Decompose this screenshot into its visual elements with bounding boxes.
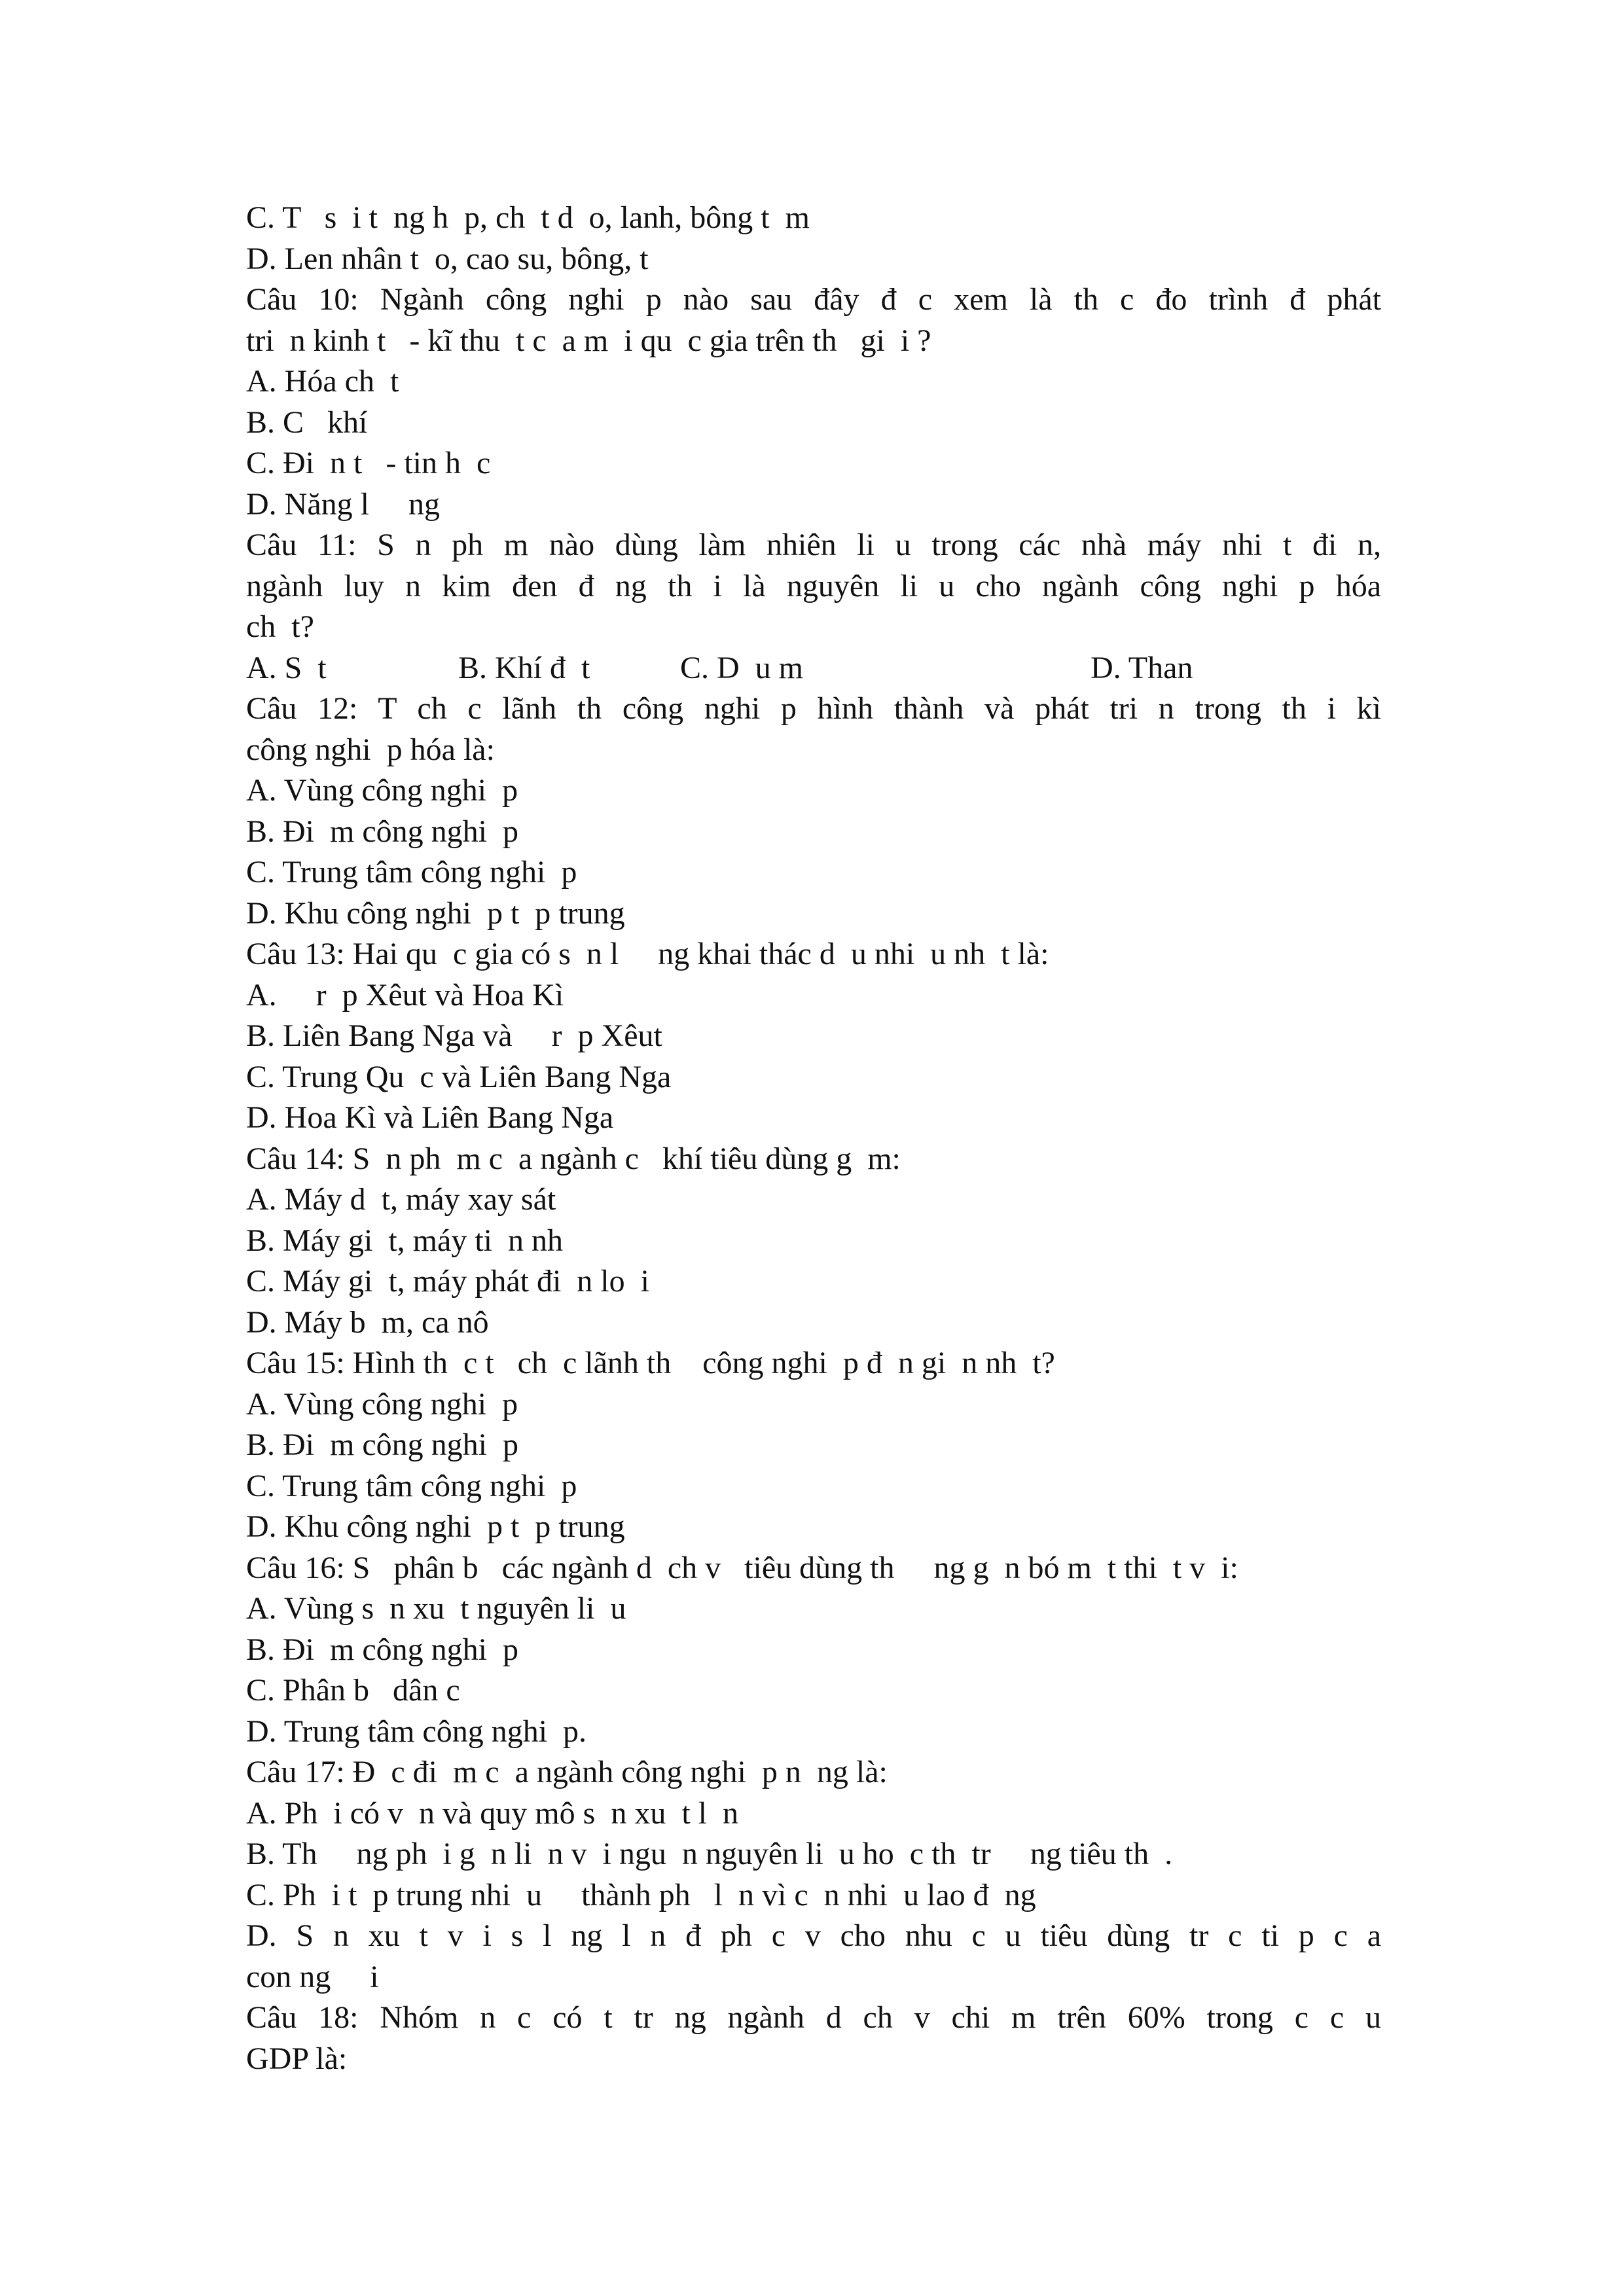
option-a: A. Ph i có v n và quy mô s n xu t l n (246, 1795, 738, 1831)
option-b: B. Đi m công nghi p (246, 1427, 518, 1462)
text-line: D. Len nhân t o, cao su, bông, t (246, 241, 649, 276)
option-c: C. Trung Qu c và Liên Bang Nga (246, 1059, 672, 1094)
option-c: C. D u m (680, 650, 804, 685)
option-a: A. r p Xêut và Hoa Kì (246, 977, 564, 1013)
question-11: Câu 11: S n ph m nào dùng làm nhiên li u trong các nhà máy nhi t đi n, (246, 528, 1381, 562)
question-16: Câu 16: S phân b các ngành d ch v tiêu dùng th ng g n bó m t thi t v i: (246, 1550, 1238, 1585)
option-a: A. Vùng công nghi p (246, 773, 518, 808)
text-line: công nghi p hóa là: (246, 732, 495, 767)
option-b: B. Liên Bang Nga và r p Xêut (246, 1018, 662, 1053)
option-b: B. Đi m công nghi p (246, 814, 518, 849)
question-18: Câu 18: Nhóm n c có t tr ng ngành d ch v chi m trên 60% trong c c u (246, 2000, 1381, 2035)
option-a: A. Vùng công nghi p (246, 1386, 518, 1422)
option-d: D. Khu công nghi p t p trung (246, 1509, 625, 1544)
text-line: tri n kinh t - kĩ thu t c a m i qu c gia trên th gi i ? (246, 323, 931, 358)
option-c: C. Trung tâm công nghi p (246, 1468, 577, 1503)
question-10: Câu 10: Ngành công nghi p nào sau đây đ c xem là th c đo trình đ phát (246, 282, 1381, 317)
question-13: Câu 13: Hai qu c gia có s n l ng khai thác d u nhi u nh t là: (246, 937, 1049, 971)
option-c: C. Đi n t - tin h c (246, 446, 491, 480)
option-b: B. C khí (246, 404, 368, 440)
question-12: Câu 12: T ch c lãnh th công nghi p hình thành và phát tri n trong th i kì (246, 691, 1381, 726)
option-b: B. Máy gi t, máy ti n nh (246, 1223, 563, 1258)
option-d: D. Than (1091, 650, 1193, 685)
document-page (246, 198, 1381, 2079)
option-a: A. Máy d t, máy xay sát (246, 1182, 556, 1217)
text-line: C. T s i t ng h p, ch t d o, lanh, bông t m (246, 200, 810, 235)
option-b: B. Đi m công nghi p (246, 1632, 518, 1667)
option-d: D. Năng l ng (246, 486, 440, 522)
text-line: ch t? (246, 609, 314, 644)
option-c: C. Ph i t p trung nhi u thành ph l n vì c n nhi u lao đ ng (246, 1877, 1036, 1912)
option-b: B. Khí đ t (458, 650, 590, 685)
option-d: D. Khu công nghi p t p trung (246, 895, 625, 931)
option-d: D. Trung tâm công nghi p. (246, 1713, 587, 1749)
question-17: Câu 17: Đ c đi m c a ngành công nghi p n ng là: (246, 1755, 888, 1789)
option-d: D. Máy b m, ca nô (246, 1304, 489, 1340)
option-a: A. Hóa ch t (246, 364, 399, 399)
option-b: B. Th ng ph i g n li n v i ngu n nguyên li u ho c th tr ng tiêu th . (246, 1837, 1173, 1871)
text-line: ngành luy n kim đen đ ng th i là nguyên li u cho ngành công nghi p hóa (246, 568, 1381, 603)
question-14: Câu 14: S n ph m c a ngành c khí tiêu dùng g m: (246, 1141, 901, 1176)
option-c: C. Máy gi t, máy phát đi n lo i (246, 1264, 649, 1299)
option-d: D. Hoa Kì và Liên Bang Nga (246, 1100, 614, 1135)
option-a: A. S t (246, 650, 327, 685)
option-c: C. Phân b dân c (246, 1673, 460, 1708)
option-d: D. S n xu t v i s l ng l n đ ph c v cho nhu c u tiêu dùng tr c ti p c a (246, 1918, 1381, 1953)
option-a: A. Vùng s n xu t nguyên li u (246, 1591, 626, 1626)
options-row (246, 648, 1381, 689)
option-c: C. Trung tâm công nghi p (246, 855, 577, 889)
text-line: con ng i (246, 1959, 379, 1994)
text-line: GDP là: (246, 2041, 348, 2076)
question-15: Câu 15: Hình th c t ch c lãnh th công nghi p đ n gi n nh t? (246, 1346, 1055, 1380)
